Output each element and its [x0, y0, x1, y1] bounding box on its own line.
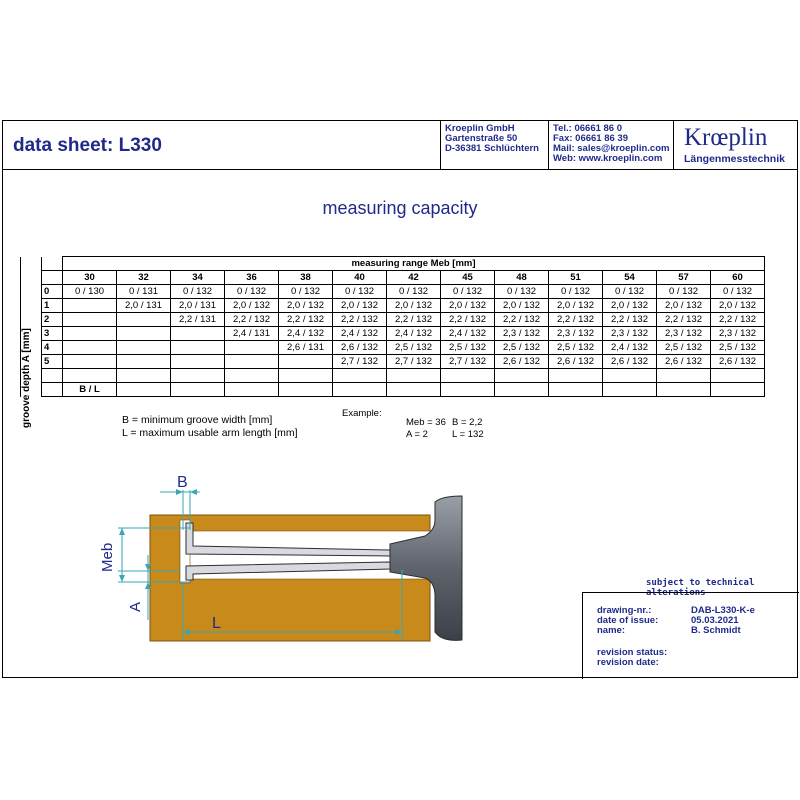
drawing-nr-label: drawing-nr.: — [597, 605, 652, 616]
side-spacer — [21, 271, 42, 285]
section-title: measuring capacity — [322, 198, 478, 218]
table-cell: 2,4 / 131 — [225, 327, 279, 341]
address-line: Kroeplin GmbH — [445, 123, 515, 134]
groove-depth-axis-label — [18, 296, 58, 436]
table-cell: 2,0 / 132 — [549, 299, 603, 313]
table-cell: 0 / 132 — [279, 285, 333, 299]
contact-line: Fax: 06661 86 39 — [553, 133, 629, 144]
table-cell: 2,5 / 132 — [549, 341, 603, 355]
table-cell: 2,4 / 132 — [333, 327, 387, 341]
table-cell: 2,2 / 132 — [603, 313, 657, 327]
table-cell — [441, 369, 495, 383]
example-l: L = 132 — [452, 429, 484, 440]
table-cell: 2,5 / 132 — [711, 341, 765, 355]
table-cell — [117, 369, 171, 383]
contact-box — [548, 121, 674, 169]
table-row — [21, 369, 765, 383]
table-cell — [225, 369, 279, 383]
table-cell — [549, 369, 603, 383]
footer-cell — [333, 383, 387, 397]
table-cell: 2,4 / 132 — [441, 327, 495, 341]
table-cell — [711, 369, 765, 383]
address-line: D-36381 Schlüchtern — [445, 143, 539, 154]
table-cell: 2,6 / 131 — [279, 341, 333, 355]
table-cell: 0 / 131 — [117, 285, 171, 299]
table-cell: 2,0 / 132 — [387, 299, 441, 313]
table-cell — [225, 355, 279, 369]
table-cell: 2,4 / 132 — [603, 341, 657, 355]
table-cell: 2,5 / 132 — [387, 341, 441, 355]
table-cell: 0 / 132 — [225, 285, 279, 299]
table-column-header-row — [21, 271, 765, 285]
table-cell: 2,0 / 132 — [225, 299, 279, 313]
table-cell: 2,6 / 132 — [657, 355, 711, 369]
example-meb: Meb = 36 — [406, 417, 446, 428]
table-cell: 2,5 / 132 — [495, 341, 549, 355]
table-cell: 2,2 / 131 — [171, 313, 225, 327]
example-a: A = 2 — [406, 429, 428, 440]
contact-line: Tel.: 06661 86 0 — [553, 123, 623, 134]
table-cell: 0 / 132 — [333, 285, 387, 299]
table-cell — [657, 369, 711, 383]
table-cell: 2,0 / 132 — [603, 299, 657, 313]
date-value: 05.03.2021 — [691, 615, 739, 626]
revision-status-label: revision status: — [597, 647, 668, 658]
groove-measurement-diagram — [90, 470, 480, 660]
label-b: B — [177, 474, 188, 491]
contact-line: Mail: sales@kroeplin.com — [553, 143, 670, 154]
table-cell — [171, 369, 225, 383]
table-cell — [279, 369, 333, 383]
row-label: 5 — [42, 355, 63, 369]
table-cell: 2,0 / 131 — [171, 299, 225, 313]
column-header: 48 — [495, 271, 549, 285]
table-cell: 2,2 / 132 — [441, 313, 495, 327]
row-label: 3 — [42, 327, 63, 341]
table-row — [21, 285, 765, 299]
footer-cell — [117, 383, 171, 397]
table-cell: 2,7 / 132 — [441, 355, 495, 369]
table-cell — [63, 327, 117, 341]
table-cell: 2,2 / 132 — [279, 313, 333, 327]
table-cell — [603, 369, 657, 383]
column-header: 45 — [441, 271, 495, 285]
table-range-header-row — [21, 257, 765, 271]
table-cell: 0 / 132 — [171, 285, 225, 299]
table-cell: 0 / 132 — [441, 285, 495, 299]
table-cell: 2,0 / 131 — [117, 299, 171, 313]
capacity-table-wrap — [20, 256, 780, 442]
table-cell — [63, 299, 117, 313]
revision-date-label: revision date: — [597, 657, 659, 668]
table-cell — [117, 355, 171, 369]
contact-line: Web: www.kroeplin.com — [553, 153, 663, 164]
footer-cell — [279, 383, 333, 397]
table-cell — [387, 369, 441, 383]
svg-text:groove depth A [mm]: groove depth A [mm] — [21, 328, 32, 428]
table-cell: 2,6 / 132 — [333, 341, 387, 355]
footer-cell — [387, 383, 441, 397]
table-cell: 2,2 / 132 — [549, 313, 603, 327]
footer-cell — [225, 383, 279, 397]
table-cell — [171, 341, 225, 355]
drawing-nr-value: DAB-L330-K-e — [691, 605, 755, 616]
name-label: name: — [597, 625, 625, 636]
table-cell: 2,2 / 132 — [657, 313, 711, 327]
table-footer-row — [21, 383, 765, 397]
table-cell: 2,2 / 132 — [495, 313, 549, 327]
corner-blank — [42, 271, 63, 285]
company-tagline: Längenmesstechnik — [684, 153, 785, 165]
column-header: 42 — [387, 271, 441, 285]
legend-l: L = maximum usable arm length [mm] — [122, 427, 298, 439]
row-label: 1 — [42, 299, 63, 313]
label-a: A — [127, 601, 144, 612]
table-cell — [117, 341, 171, 355]
column-header: 34 — [171, 271, 225, 285]
example-label: Example: — [342, 408, 382, 419]
table-cell — [495, 369, 549, 383]
footer-cell — [549, 383, 603, 397]
table-row — [21, 355, 765, 369]
logo-box — [673, 121, 798, 169]
table-cell: 2,0 / 132 — [711, 299, 765, 313]
column-header: 32 — [117, 271, 171, 285]
table-cell — [225, 341, 279, 355]
table-cell: 0 / 132 — [387, 285, 441, 299]
table-cell — [279, 355, 333, 369]
table-cell: 2,4 / 132 — [387, 327, 441, 341]
table-cell: 0 / 132 — [657, 285, 711, 299]
table-row — [21, 341, 765, 355]
range-label: measuring range Meb [mm] — [63, 257, 765, 271]
label-l: L — [212, 615, 221, 632]
table-cell — [63, 355, 117, 369]
label-meb: Meb — [99, 542, 116, 572]
table-row — [21, 327, 765, 341]
table-cell: 2,0 / 132 — [333, 299, 387, 313]
table-cell: 2,2 / 132 — [225, 313, 279, 327]
table-cell: 0 / 132 — [603, 285, 657, 299]
table-cell: 2,3 / 132 — [495, 327, 549, 341]
footer-label: B / L — [63, 383, 117, 397]
table-cell: 2,3 / 132 — [657, 327, 711, 341]
column-header: 30 — [63, 271, 117, 285]
table-cell — [63, 369, 117, 383]
row-label: 2 — [42, 313, 63, 327]
table-cell: 2,7 / 132 — [387, 355, 441, 369]
table-cell: 2,0 / 132 — [657, 299, 711, 313]
table-cell — [117, 313, 171, 327]
table-cell: 0 / 132 — [495, 285, 549, 299]
table-cell: 2,2 / 132 — [711, 313, 765, 327]
footer-cell — [603, 383, 657, 397]
table-cell — [171, 327, 225, 341]
address-line: Gartenstraße 50 — [445, 133, 518, 144]
table-cell: 2,6 / 132 — [549, 355, 603, 369]
table-cell: 2,4 / 132 — [279, 327, 333, 341]
table-cell: 2,6 / 132 — [711, 355, 765, 369]
footer-cell — [441, 383, 495, 397]
date-label: date of issue: — [597, 615, 659, 626]
row-label: 0 — [42, 285, 63, 299]
table-cell: 2,3 / 132 — [549, 327, 603, 341]
column-header: 51 — [549, 271, 603, 285]
table-cell: 0 / 132 — [711, 285, 765, 299]
table-cell: 0 / 132 — [549, 285, 603, 299]
table-cell: 2,0 / 132 — [495, 299, 549, 313]
footer-cell — [171, 383, 225, 397]
table-cell — [63, 313, 117, 327]
table-cell: 0 / 130 — [63, 285, 117, 299]
table-cell: 2,2 / 132 — [333, 313, 387, 327]
column-header: 38 — [279, 271, 333, 285]
example-b: B = 2,2 — [452, 417, 483, 428]
title-block — [582, 592, 799, 679]
column-header: 54 — [603, 271, 657, 285]
table-cell: 2,3 / 132 — [603, 327, 657, 341]
table-cell: 2,5 / 132 — [441, 341, 495, 355]
footer-cell — [711, 383, 765, 397]
table-cell: 2,0 / 132 — [279, 299, 333, 313]
table-cell: 2,7 / 132 — [333, 355, 387, 369]
table-cell — [117, 327, 171, 341]
table-row — [21, 313, 765, 327]
page-title: data sheet: L330 — [13, 135, 162, 156]
corner-blank — [42, 257, 63, 271]
table-cell — [333, 369, 387, 383]
technical-alterations-notice: subject to technical alterations — [646, 578, 755, 598]
table-cell: 2,0 / 132 — [441, 299, 495, 313]
address-box — [440, 121, 549, 169]
table-cell: 2,6 / 132 — [603, 355, 657, 369]
company-logo: Krœplin — [684, 124, 768, 151]
table-cell — [63, 341, 117, 355]
table-cell: 2,3 / 132 — [711, 327, 765, 341]
legend-b: B = minimum groove width [mm] — [122, 414, 273, 426]
column-header: 40 — [333, 271, 387, 285]
header-row — [3, 121, 797, 170]
table-cell: 2,6 / 132 — [495, 355, 549, 369]
column-header: 36 — [225, 271, 279, 285]
table-cell: 2,2 / 132 — [387, 313, 441, 327]
table-cell: 2,5 / 132 — [657, 341, 711, 355]
footer-cell — [495, 383, 549, 397]
row-label: 4 — [42, 341, 63, 355]
column-header: 57 — [657, 271, 711, 285]
name-value: B. Schmidt — [691, 625, 741, 636]
column-header: 60 — [711, 271, 765, 285]
side-spacer — [21, 257, 42, 271]
capacity-table — [20, 256, 765, 397]
table-cell — [171, 355, 225, 369]
table-row — [21, 299, 765, 313]
footer-cell — [657, 383, 711, 397]
